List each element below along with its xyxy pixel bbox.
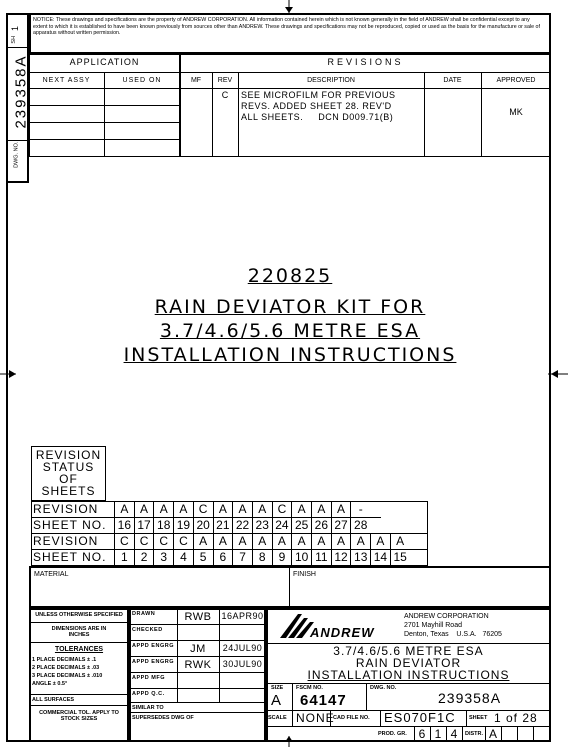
date-header: DATE — [443, 77, 462, 84]
lower-sheet-cell-9: 9 — [272, 549, 292, 565]
lower-sheet-cell-8: 8 — [252, 549, 272, 565]
upper-rev-cell-13: - — [350, 501, 370, 517]
approval-label-5: APPD MFG — [132, 675, 166, 681]
upper-rev-cell-9: C — [272, 501, 292, 517]
rev-status-label-4: SHEETS — [41, 484, 96, 498]
upper-sheet-cell-11: 26 — [311, 517, 331, 533]
lower-sheet-cell-6: 6 — [213, 549, 233, 565]
scale-label: SCALE — [268, 715, 287, 721]
approval-name-1: RWB — [184, 611, 212, 623]
approval-label-2: CHECKED — [132, 627, 163, 633]
title-block-line-1: 3.7/4.6/5.6 METRE ESA — [333, 644, 484, 658]
prod-gr-digit-2: 1 — [434, 727, 442, 741]
upper-sheet-cell-12: 27 — [331, 517, 351, 533]
upper-sheet-cell-6: 21 — [213, 517, 233, 533]
supersedes: SUPERSEDES DWG OF — [132, 715, 194, 721]
lower-sheet-cell-14: 14 — [370, 549, 390, 565]
next-assy-header: NEXT ASSY — [42, 77, 91, 84]
upper-rev-cell-5: C — [193, 501, 213, 517]
andrew-logo-text: ANDREW — [310, 625, 375, 640]
rev-status-label-3: OF — [59, 472, 78, 486]
side-dwg-label: DWG. NO. — [13, 141, 20, 168]
scale-value: NONE — [296, 711, 335, 725]
lower-sheet-cell-3: 3 — [153, 549, 173, 565]
upper-rev-cell-10: A — [291, 501, 311, 517]
upper-rev-cell-12: A — [331, 501, 351, 517]
approval-date-4: 30JUL90 — [222, 659, 263, 669]
size-value: A — [271, 692, 282, 709]
approval-date-1: 16APR90 — [221, 611, 264, 621]
company-address-1: 2701 Mayhill Road — [404, 622, 462, 629]
upper-sheet-cell-5: 20 — [193, 517, 213, 533]
lower-rev-cell-1: C — [114, 533, 134, 549]
upper-rev-cell-8: A — [252, 501, 272, 517]
lower-rev-cell-2: C — [134, 533, 154, 549]
upper-sheet-cell-10: 25 — [291, 517, 311, 533]
company-address-2: Denton, Texas U.S.A. 76205 — [404, 631, 502, 638]
title-block-line-2: RAIN DEVIATOR — [355, 656, 462, 670]
prod-gr-label: PROD. GR. — [378, 731, 407, 737]
mf-header: MF — [190, 77, 202, 84]
lower-rev-cell-13: A — [350, 533, 370, 549]
revisions-title: REVISIONS — [327, 57, 404, 67]
title-line-2: 3.7/4.6/5.6 METRE ESA — [159, 320, 421, 342]
cad-file-value: ES070F1C — [384, 710, 456, 725]
upper-rev-cell-2: A — [134, 501, 154, 517]
lower-sheet-cell-5: 5 — [193, 549, 213, 565]
lower-sheet-cell-15: 15 — [390, 549, 410, 565]
lower-sheet-cell-12: 12 — [331, 549, 351, 565]
material-label: MATERIAL — [34, 571, 69, 578]
sheet-number: 1 — [10, 25, 21, 32]
row-label-revision-lower: REVISION — [33, 534, 99, 548]
company-name: ANDREW CORPORATION — [404, 613, 489, 620]
similar-to: SIMILAR TO — [132, 705, 164, 711]
approval-label-6: APPD Q.C. — [132, 691, 165, 697]
approval-label-3: APPD ENGRG — [132, 643, 174, 649]
lower-rev-cell-3: C — [153, 533, 173, 549]
rev-description-line-2: REVS. ADDED SHEET 28. REV'D — [241, 101, 392, 111]
upper-rev-cell-4: A — [173, 501, 193, 517]
upper-sheet-cell-9: 24 — [272, 517, 292, 533]
size-label: SIZE — [271, 685, 284, 691]
approval-date-3: 24JUL90 — [222, 643, 263, 653]
lower-rev-cell-11: A — [311, 533, 331, 549]
distr-label: DISTR. — [465, 731, 484, 737]
dimensions-note: DIMENSIONS ARE IN INCHES — [51, 626, 107, 638]
upper-rev-cell-3: A — [153, 501, 173, 517]
description-header: DESCRIPTION — [307, 77, 355, 84]
lower-sheet-cell-10: 10 — [291, 549, 311, 565]
rev-status-label-2: STATUS — [42, 460, 95, 474]
application-title: APPLICATION — [69, 57, 140, 67]
upper-sheet-cell-13: 28 — [350, 517, 370, 533]
lower-sheet-cell-13: 13 — [350, 549, 370, 565]
fscm-value: 64147 — [300, 692, 347, 709]
upper-sheet-cell-1: 16 — [114, 517, 134, 533]
rev-description-line-3: ALL SHEETS. DCN D009.71(B) — [241, 112, 394, 122]
approval-name-4: RWK — [184, 659, 212, 671]
title-block-line-3: INSTALLATION INSTRUCTIONS — [307, 668, 510, 682]
lower-rev-cell-7: A — [232, 533, 252, 549]
lower-rev-cell-5: A — [193, 533, 213, 549]
lower-sheet-cell-1: 1 — [114, 549, 134, 565]
sheet-value: 1 of 28 — [494, 711, 538, 725]
prod-gr-digit-1: 6 — [418, 727, 426, 741]
all-surfaces: ALL SURFACES — [32, 697, 75, 703]
cad-file-label: CAD FILE NO. — [333, 715, 370, 721]
row-label-sheet-lower: SHEET NO. — [33, 550, 107, 564]
lower-sheet-cell-11: 11 — [311, 549, 331, 565]
dwg-no-label: DWG. NO. — [370, 685, 397, 691]
upper-rev-cell-1: A — [114, 501, 134, 517]
sheet-label: SH — [11, 35, 18, 44]
rev-status-label-1: REVISION — [35, 448, 102, 462]
tolerance-line-3: 3 PLACE DECIMALS ± .010 — [32, 673, 103, 679]
prod-gr-digit-3: 4 — [450, 727, 458, 741]
approval-label-1: DRAWN — [132, 611, 156, 617]
upper-sheet-cell-4: 19 — [173, 517, 193, 533]
commercial-tol: COMMERCIAL TOL. APPLY TO STOCK SIZES — [39, 710, 119, 722]
lower-rev-cell-9: A — [272, 533, 292, 549]
row-label-sheet-upper: SHEET NO. — [33, 518, 107, 532]
tolerances-title: TOLERANCES — [54, 646, 104, 653]
lower-sheet-cell-7: 7 — [232, 549, 252, 565]
approval-name-3: JM — [190, 643, 206, 655]
arrow-right-icon — [548, 368, 568, 380]
drawing-number-title: 220825 — [247, 265, 333, 287]
upper-rev-cell-7: A — [232, 501, 252, 517]
finish-label: FINISH — [293, 571, 316, 578]
sheet-label: SHEET — [469, 715, 488, 721]
title-line-3: INSTALLATION INSTRUCTIONS — [123, 344, 457, 366]
lower-rev-cell-4: C — [173, 533, 193, 549]
lower-rev-cell-15: A — [390, 533, 410, 549]
title-line-1: RAIN DEVIATOR KIT FOR — [154, 296, 426, 318]
dwg-no-value: 239358A — [438, 690, 502, 706]
rev-header: REV — [217, 77, 233, 84]
arrow-left-icon — [0, 368, 16, 380]
used-on-header: USED ON — [122, 77, 162, 84]
lower-rev-cell-6: A — [213, 533, 233, 549]
notice-text: NOTICE: These drawings and specifications are the property of ANDREW CORPORATION. All information contained herein which is not known generally in the field of ANDREW shall be confidential except to any extent to which it is established to have been known previously from sources other than ANDREW. These drawings and specifications may not be reproduced, copied or used as the basis for the manufacture or sale of apparatus without written permission. — [33, 17, 540, 36]
lower-rev-cell-14: A — [370, 533, 390, 549]
row-label-revision-upper: REVISION — [33, 502, 99, 516]
fscm-label: FSCM NO. — [296, 685, 323, 691]
lower-rev-cell-12: A — [331, 533, 351, 549]
material-finish-box — [29, 566, 551, 608]
upper-sheet-cell-2: 17 — [134, 517, 154, 533]
rev-value: C — [221, 90, 229, 100]
upper-rev-cell-11: A — [311, 501, 331, 517]
arrow-top-icon — [283, 0, 295, 14]
distr-value: A — [488, 727, 497, 741]
upper-rev-cell-6: A — [213, 501, 233, 517]
upper-sheet-cell-8: 23 — [252, 517, 272, 533]
rev-description-line-1: SEE MICROFILM FOR PREVIOUS — [241, 90, 396, 100]
tolerance-line-2: 2 PLACE DECIMALS ± .03 — [32, 665, 100, 671]
lower-sheet-cell-2: 2 — [134, 549, 154, 565]
upper-sheet-cell-7: 22 — [232, 517, 252, 533]
approval-label-4: APPD ENGRG — [132, 659, 174, 665]
tolerance-line-1: 1 PLACE DECIMALS ± .1 — [32, 657, 97, 663]
side-dwg-number: 239358A — [12, 54, 30, 129]
lower-rev-cell-10: A — [291, 533, 311, 549]
lower-rev-cell-8: A — [252, 533, 272, 549]
upper-sheet-cell-3: 18 — [153, 517, 173, 533]
approved-header: APPROVED — [496, 77, 536, 84]
lower-sheet-cell-4: 4 — [173, 549, 193, 565]
tolerance-line-4: ANGLE ± 0.5° — [32, 681, 68, 687]
approved-value: MK — [509, 107, 523, 117]
unless-specified: UNLESS OTHERWISE SPECIFIED — [35, 612, 123, 618]
